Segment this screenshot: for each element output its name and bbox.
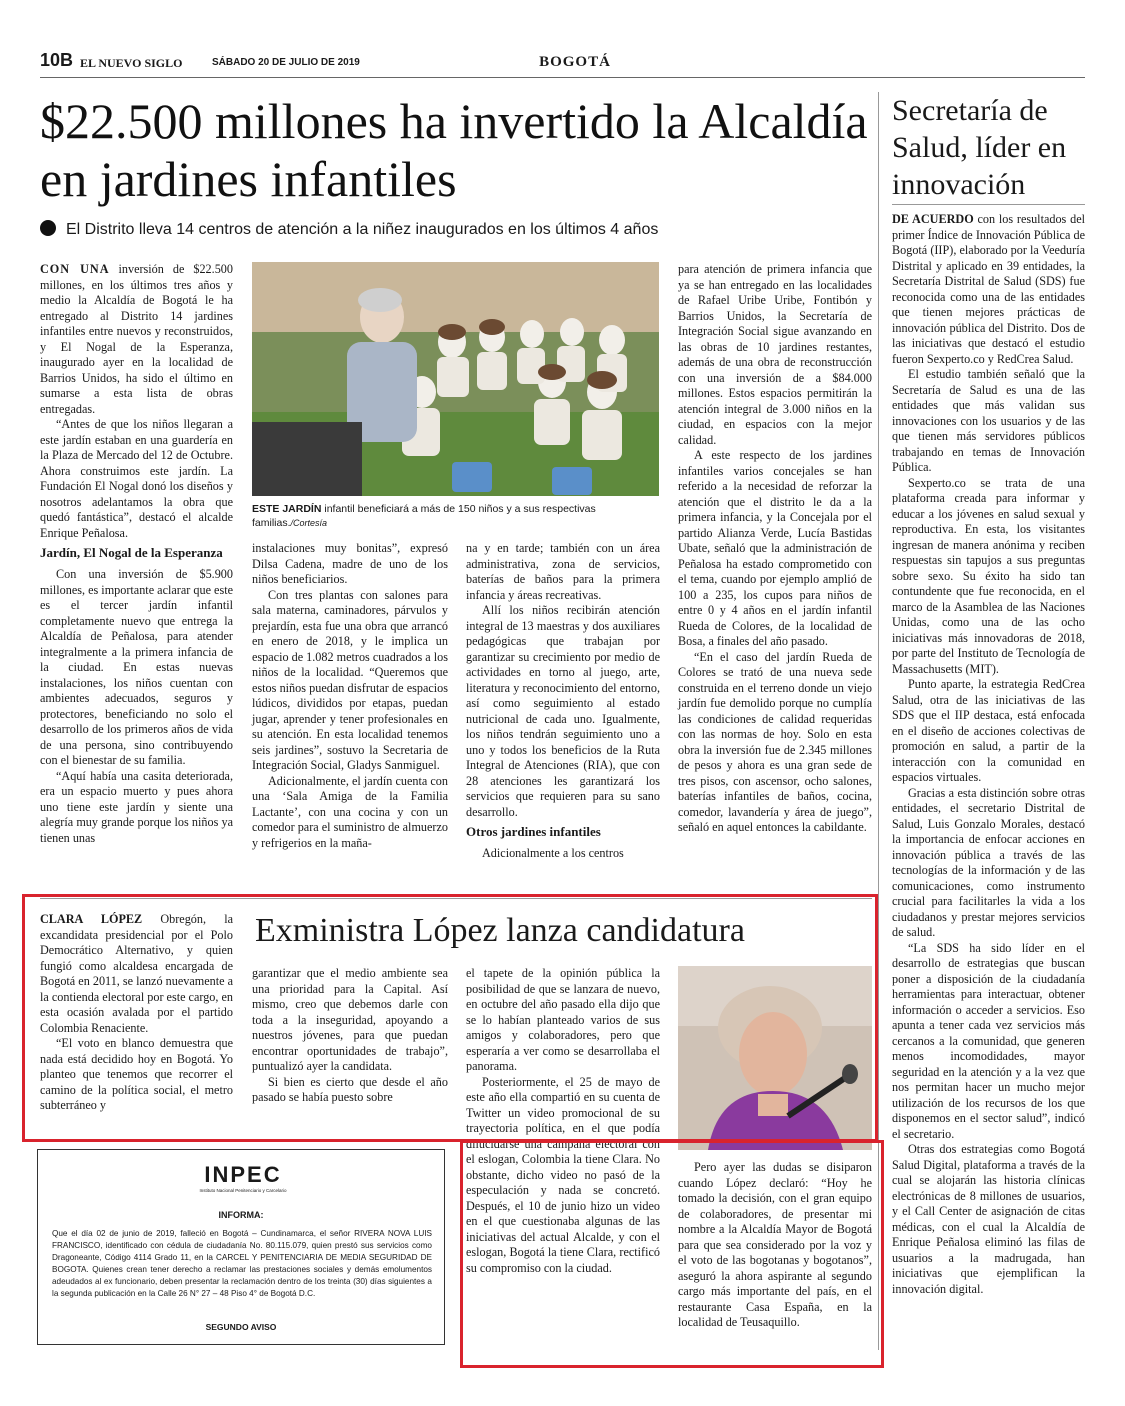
article-column-1	[40, 262, 233, 846]
paragraph: Con tres plantas con salones para sala materna, caminadores, párvulos y prejardín, esta fue una obra que arrancó en enero de 2018, y le implica un espacio de 1.082 metros cuadrados a los niños de la localidad. “Queremos que estos niños puedan disfrutar de espacios lúdicos, divididos por etapas, puedan jugar, aprender y tener profesionales en su atención. En esta localidad tenemos seis jardines”, sostuvo la Secretaria de Integración Social, Gladys Sanmiguel.	[252, 587, 448, 772]
paragraph: na y en tarde; también con un área administrativa, zona de servicios, baterías de baños para la primera infancia y áreas recreativas.	[466, 541, 660, 602]
paragraph: El estudio también señaló que la Secretaría de Salud es una de las entidades que más validan sus innovaciones con los usuarios y de las que tienen más servidores públicos trabajando en temas de Innovación Pública.	[892, 367, 1085, 474]
inpec-subtitle: Instituto Nacional Penitenciario y Carcelario	[199, 1188, 287, 1193]
paragraph: “Aquí había una casita deteriorada, era un espacio muerto y pues ahora uno tiene este jardín y siente una alegría muy grande porque los niños ya tienen unas	[40, 768, 233, 845]
article-column-3	[466, 541, 660, 862]
issue-date: SÁBADO 20 DE JULIO DE 2019	[212, 57, 360, 68]
paragraph: CON UNA inversión de $22.500 millones, en los últimos tres años y medio la Alcaldía de Bogotá le ha entregado al Distrito 14 jardines infantiles entre nuevos y reconstruidos, y El Nogal de la Esperanza, inaugurado ayer en la localidad de Barrios Unidos, ha sido el último en sumarse a esta lista de obras entregadas.	[40, 262, 233, 416]
paragraph: Gracias a esta distinción sobre otras entidades, el secretario Distrital de Salud, Luis Gonzalo Morales, destacó la importancia de enfocar acciones en innovación pública a través de las tecnologías de la información y de las comunicaciones, como instrumento crucial para facilitarles la vida a los ciudadanos y prestar mejores servicios de salud.	[892, 785, 1085, 939]
highlight-box-top	[22, 894, 878, 1142]
paragraph: Pero ayer las dudas se disiparon cuando López declaró: “Hoy he tomado la decisión, con el gran equipo de colaboradores, de presentar mi nombre a la Alcaldía Mayor de Bogotá para que sea considerado por la voz y el voto de las bogotanas y bogotanos”, aseguró la ahora aspirante al segundo cargo más importante del país, en el restaurante Casa España, en la localidad de Teusaquillo.	[678, 1160, 872, 1329]
notice-body: Que el día 02 de junio de 2019, falleció en Bogotá – Cundinamarca, el señor RIVERA NOVA LUIS FRANCISCO, identificado con cédula de ciudadanía No. 80.115.079, quien prestó sus servicios como Dragoneante, Código 4114 Grado 11, en la CARCEL Y PENITENCIARIA DE MEDIA SEGURIDAD DE BOGOTA. Quienes crean tener derecho a reclamar las prestaciones sociales y demás emolumentos adeudados al ex funcionario, deben presentar la reclamación dentro de los treinta (30) días siguientes a la segunda publicación en la Calle 26 N° 27 – 48 Piso 4° de Bogotá D.C.	[52, 1229, 432, 1298]
newspaper-name: EL NUEVO SIGLO	[80, 56, 183, 70]
caption-text: infantil beneficiará a más de 150 niños y a sus respectivas familias.	[252, 503, 596, 529]
lopez-headline: Exministra López lanza candidatura	[255, 912, 745, 949]
article-column-4	[678, 262, 872, 836]
paragraph: el tapete de la opinión pública la posibilidad de que se lanzara de nuevo, en octubre del año pasado ella dijo que se lo habían planteado varios de sus amigos y colaboradores, pero que esperaría a ver como se desarrollaba el panorama.	[466, 966, 660, 1073]
paragraph: garantizar que el medio ambiente sea una prioridad para la Capital. Así mismo, creo que debemos darle con toda a la inseguridad, apoyando a nuestros jóvenes, para que puedan encontrar oportunidades de trabajo”, puntualizó ayer la candidata.	[252, 966, 448, 1073]
deck-text: El Distrito lleva 14 centros de atención a la niñez inaugurados en los últimos 4 años	[66, 221, 659, 238]
highlight-box-bottom	[460, 1140, 884, 1368]
paragraph: CLARA LÓPEZ Obregón, la excandidata presidencial por el Polo Democrático Alternativo, y quien fungió como alcaldesa encargada de Bogotá en 2011, se lanzó nuevamente a la contienda electoral por este cargo, en esta ocasión avalada por el partido Colombia Renaciente.	[40, 912, 233, 1035]
article-column-2	[252, 541, 448, 851]
paragraph: Sexperto.co se trata de una plataforma creada para informar y educar a los jóvenes en salud sexual y reproductiva. En esta, los visitantes ingresan de manera anónima y reciben respuestas sin tapujos a sus preguntas sobre sexo. Su éxito ha sido tan contundente que fue reconocida, en el marco de la Asamblea de las Naciones Unidas, como una de las ocho iniciativas más innovadoras de 2018, por parte del Instituto de Tecnología de Massachusetts (MIT).	[892, 475, 1085, 676]
page-header	[40, 48, 1085, 78]
lead-in: DE ACUERDO	[892, 212, 974, 226]
sidebar-headline: Secretaría de Salud, líder en innovación	[892, 94, 1067, 201]
paragraph: Otras dos estrategias como Bogotá Salud Digital, plataforma a través de la cual se alojarán las historia clínicas electrónicas de 8 millones de usuarios, y el Call Center de asignación de citas médicas, con el cual la Alcaldía de Enrique Peñalosa eliminó las filas de usuarios a la madrugada, han iniciativas que ejemplifican la innovación digital.	[892, 1142, 1085, 1296]
subheading: Otros jardines infantiles	[466, 824, 601, 839]
paragraph: para atención de primera infancia que ya se han entregado en las localidades de Rafael Uribe Uribe, Fontibón y Barrios Unidos, la Secretaría de Integración Social sigue avanzando en las obras de 10 jardines restantes, además de una obra de reconstrucción con una inversión de a $84.000 millones. Estos espacios permitirán la atención integral de 3.000 niños en la ciudad, en espacios con la mejor calidad.	[678, 262, 872, 447]
paragraph: Adicionalmente a los centros	[482, 846, 624, 860]
bullet-icon	[40, 220, 56, 236]
lead-in: CLARA LÓPEZ	[40, 912, 143, 926]
photo-caption	[252, 502, 659, 530]
paragraph: Posteriormente, el 25 de mayo de este año ella compartió en su cuenta de Twitter un video promocional de su trayectoria política, en el que podía dilucidarse una campaña electoral con el eslogan, Colombia la tiene Clara. No obstante, dicho video no pasó de la especulación y nada se concretó. Después, el 10 de junio hizo un video en el que cuestionaba algunas de las iniciativas del actual Alcalde, y con el eslogan, Bogotá la tiene Clara, rectificó su compromiso con la ciudad.	[466, 1074, 660, 1275]
section-name: BOGOTÁ	[539, 54, 611, 70]
paragraph: Punto aparte, la estrategia RedCrea Salud, otra de las iniciativas de las SDS que el IIP destaca, está enfocada en el diseño de acciones colectivas de promoción en salud, a partir de la interacción con la comunidad en espacios virtuales.	[892, 677, 1085, 784]
kindergarten-photo-image	[252, 262, 659, 496]
paragraph: Si bien es cierto que desde el año pasado se había puesto sobre	[252, 1074, 448, 1104]
photo-credit: /Cortesía	[290, 518, 328, 528]
paragraph: Con una inversión de $5.900 millones, es importante aclarar que este es el tercer jardín infantil completamente nuevo que entrega la Alcaldía de Peñalosa, para atender integralmente a la primera infancia de la ciudad. En estas nuevas instalaciones, los niños cuentan con ambientes adecuados, seguros y protectores, beneficiando no solo el desarrollo de los primeros años de vida de una persona, sino contribuyendo con el bienestar de su familia.	[40, 567, 233, 767]
caption-lead: ESTE JARDÍN	[252, 503, 322, 515]
paragraph: “En el caso del jardín Rueda de Colores se trató de una nueva sede construida en el terreno donde un viejo jardín fue demolido porque no cumplía las condiciones de calidad requeridas con las normas de hoy. Solo en esta obra la inversión fue de 2.345 millones de pesos y ahora es una gran sede de tres pisos, con ascensor, ocho salones, baterías infantiles de baños, cocina, comedor, lavandería y área de juego”, señaló en aquel entonces la cabildante.	[678, 649, 872, 834]
notice-title: INFORMA:	[218, 1210, 264, 1220]
main-headline: $22.500 millones ha invertido la Alcaldía en jardines infantiles	[40, 93, 868, 207]
lead-in: CON UNA	[40, 262, 110, 276]
page-number: 10B	[40, 50, 74, 70]
paragraph: A este respecto de los jardines infantiles varios concejales se han referido a la necesidad de reforzar la atención que el distrito le da a la primera infancia, y la Concejala por el partido Alianza Verde, Lucía Bastidas Ubate, señaló que la administración de Peñalosa ha estado comprometido con el tema, cuando por ejemplo amplió de 100 a 235, los cupos para niños de entre 0 y 4 años en el jardín infantil Rueda de Colores, de la localidad de Bosa, a finales del año pasado.	[678, 448, 872, 648]
paragraph: “Antes de que los niños llegaran a este jardín estaban en una guardería en la Plaza de Mercado del 12 de Octubre. Ahora construimos este jardín. La Fundación El Nogal donó los diseños y nosotros adelantamos la obra que quedó fantástica”, destacó el alcalde Enrique Peñalosa.	[40, 417, 233, 540]
paragraph: “La SDS ha sido líder en el desarrollo de estrategias que buscan poner a disposición de la ciudadanía herramientas para interactuar, obtener información o acceder a servicios. Eso apunta a tener cada vez servicios más cercanos a la comunidad, que generen menos incomodidades, mayor seguridad en la atención y a la vez que nos permitan hacer un mucho mejor utilización de los recursos de los que disponemos en el sector salud”, indicó el secretario.	[892, 940, 1085, 1141]
inpec-notice	[37, 1149, 445, 1345]
paragraph: Adicionalmente, el jardín cuenta con una ‘Sala Amiga de la Familia Lactante’, con una cocina y con un comedor para el suministro de almuerzo y refrigerios en la maña-	[252, 773, 448, 850]
inpec-logo: INPEC	[204, 1162, 282, 1187]
subheading: Jardín, El Nogal de la Esperanza	[40, 545, 223, 560]
sidebar-column	[892, 212, 1085, 1297]
paragraph: “El voto en blanco demuestra que nada está decidido hoy en Bogotá. Yo planteo que tenemos que recorrer el camino de la política social, el metro subterráneo y	[40, 1036, 233, 1112]
paragraph: instalaciones muy bonitas”, expresó Dilsa Cadena, madre de uno de los niños beneficiarios.	[252, 541, 448, 586]
paragraph: DE ACUERDO con los resultados del primer Índice de Innovación Pública de Bogotá (IIP), elaborado por la Veeduría Distrital y aplicado en 39 entidades, la Secretaría Distrital de Salud (SDS) fue reconocida como una de las entidades que tienen mejores prácticas de innovación pública del Distrito. Dos de las iniciativas que destacó el estudio fueron Sexperto.co y RedCrea Salud.	[892, 212, 1085, 366]
kindergarten-photo	[252, 262, 659, 496]
main-deck	[40, 220, 870, 239]
paragraph: Allí los niños recibirán atención integral de 13 maestras y dos auxiliares pedagógicas que trabajan por garantizar su crecimiento por medio de actividades en torno al juego, arte, literatura y reconocimiento del entorno, así como seguimiento al estado nutricional de cada uno. Igualmente, los niños tendrán seguimiento uno a uno y todos los beneficios de la Ruta Integral de Atenciones (RIA), que con 28 atenciones les garantizará los servicios que requieren para su sano desarrollo.	[466, 603, 660, 819]
sidebar-rule	[892, 204, 1085, 205]
notice-footer: SEGUNDO AVISO	[205, 1322, 277, 1332]
